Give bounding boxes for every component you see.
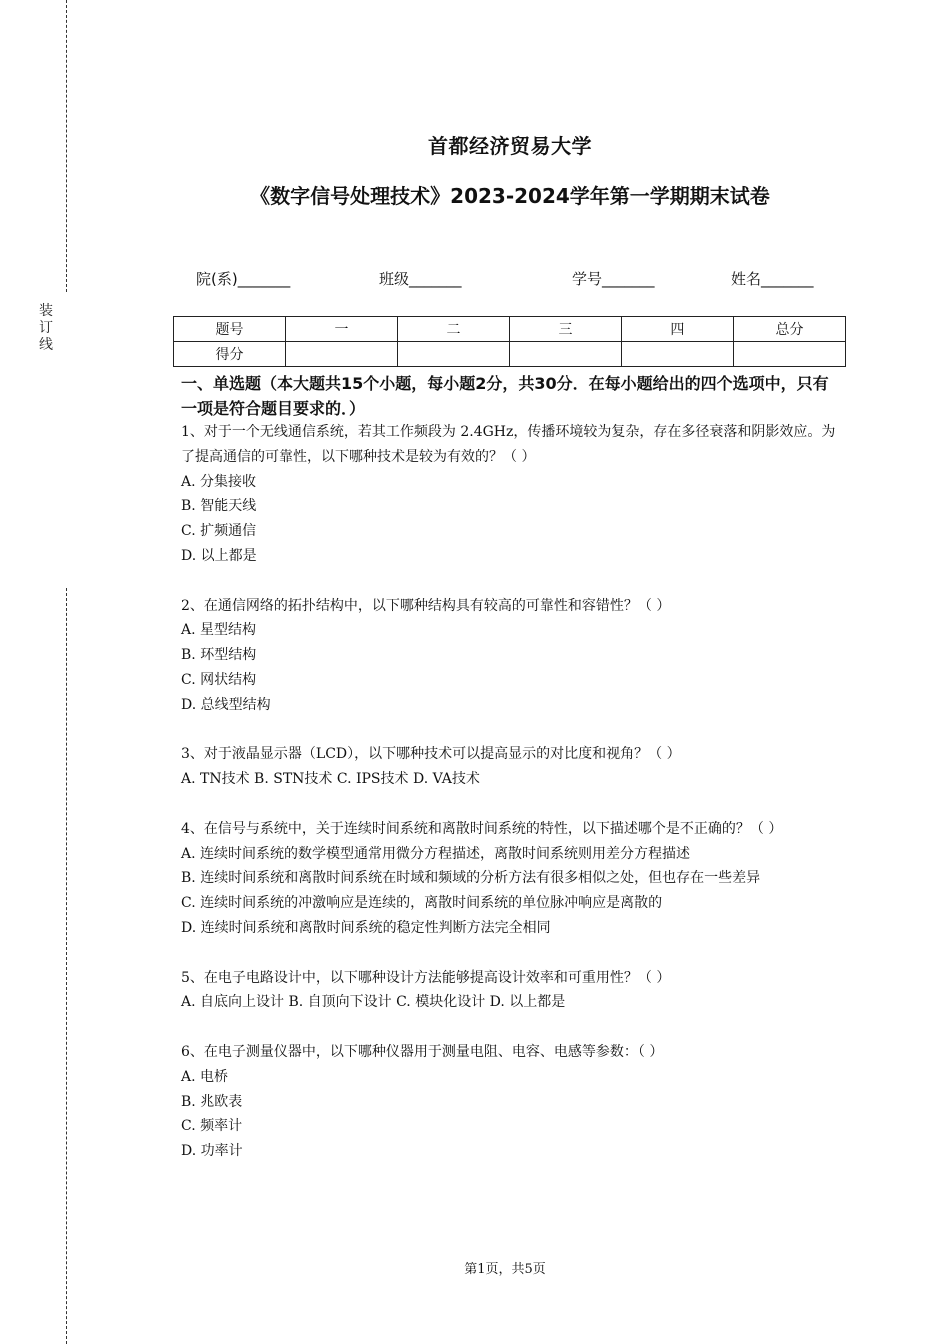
score-cell[interactable]: [285, 342, 397, 367]
name-field[interactable]: 姓名_______: [731, 270, 814, 288]
binding-label: 装订线: [39, 303, 53, 353]
question-option: C. 频率计: [181, 1118, 243, 1135]
question-option: B. 兆欧表: [181, 1093, 243, 1110]
department-field[interactable]: 院(系)_______: [196, 270, 291, 288]
question-option: C. 网状结构: [181, 671, 257, 688]
question-option: A. 自底向上设计 B. 自顶向下设计 C. 模块化设计 D. 以上都是: [181, 994, 566, 1011]
score-row-label: 得分: [174, 342, 286, 367]
score-cell[interactable]: [733, 342, 845, 367]
question-stem: 2、在通信网络的拓扑结构中，以下哪种结构具有较高的可靠性和容错性？（ ）: [181, 597, 671, 614]
score-header-cell: 二: [397, 317, 509, 342]
score-cell[interactable]: [621, 342, 733, 367]
score-header-cell: 三: [509, 317, 621, 342]
university-title: 首都经济贸易大学: [428, 134, 592, 158]
score-table-header-row: [174, 317, 846, 342]
questions-list: [181, 420, 846, 1189]
question: [181, 742, 846, 792]
question: [181, 1040, 846, 1164]
score-table-score-row: [174, 342, 846, 367]
section-heading: 一、单选题（本大题共15个小题，每小题2分，共30分．在每小题给出的四个选项中，只有一项是符合题目要求的．）: [181, 374, 829, 418]
question-option: D. 总线型结构: [181, 696, 271, 713]
question: [181, 594, 846, 718]
question-option: B. 智能天线: [181, 498, 257, 515]
score-header-cell: 四: [621, 317, 733, 342]
binding-line-bottom: [66, 588, 67, 1344]
question-option: B. 环型结构: [181, 647, 257, 664]
question-stem: 1、对于一个无线通信系统，若其工作频段为 2.4GHz，传播环境较为复杂，存在多径衰落和阴影效应。为了提高通信的可靠性，以下哪种技术是较为有效的？（ ）: [181, 424, 836, 465]
question-stem: 4、在信号与系统中，关于连续时间系统和离散时间系统的特性，以下描述哪个是不正确的？（ ）: [181, 820, 783, 837]
question-option: C. 连续时间系统的冲激响应是连续的，离散时间系统的单位脉冲响应是离散的: [181, 895, 663, 912]
score-cell[interactable]: [397, 342, 509, 367]
question-stem: 3、对于液晶显示器（LCD），以下哪种技术可以提高显示的对比度和视角？（ ）: [181, 746, 681, 763]
score-header-cell: 题号: [174, 317, 286, 342]
question-option: A. 电桥: [181, 1068, 229, 1085]
question: [181, 966, 846, 1016]
question-option: C. 扩频通信: [181, 523, 257, 540]
question-stem: 6、在电子测量仪器中，以下哪种仪器用于测量电阻、电容、电感等参数：（ ）: [181, 1043, 664, 1060]
question-option: A. TN技术 B. STN技术 C. IPS技术 D. VA技术: [181, 771, 480, 788]
question-option: D. 功率计: [181, 1143, 243, 1160]
score-table: [173, 316, 846, 367]
question-option: A. 连续时间系统的数学模型通常用微分方程描述，离散时间系统则用差分方程描述: [181, 845, 691, 862]
question: [181, 420, 846, 569]
question-option: B. 连续时间系统和离散时间系统在时域和频域的分析方法有很多相似之处，但也存在一些差异: [181, 870, 761, 887]
question-option: A. 星型结构: [181, 622, 257, 639]
student-id-field[interactable]: 学号_______: [572, 270, 655, 288]
score-header-cell: 总分: [733, 317, 845, 342]
question: [181, 817, 846, 941]
score-header-cell: 一: [285, 317, 397, 342]
score-cell[interactable]: [509, 342, 621, 367]
question-option: D. 连续时间系统和离散时间系统的稳定性判断方法完全相同: [181, 919, 551, 936]
class-field[interactable]: 班级_______: [379, 270, 462, 288]
exam-title: 《数字信号处理技术》2023-2024学年第一学期期末试卷: [250, 184, 770, 208]
question-stem: 5、在电子电路设计中，以下哪种设计方法能够提高设计效率和可重用性？（ ）: [181, 969, 671, 986]
page-footer: 第1页，共5页: [464, 1262, 546, 1277]
question-option: A. 分集接收: [181, 473, 257, 490]
question-option: D. 以上都是: [181, 547, 257, 564]
